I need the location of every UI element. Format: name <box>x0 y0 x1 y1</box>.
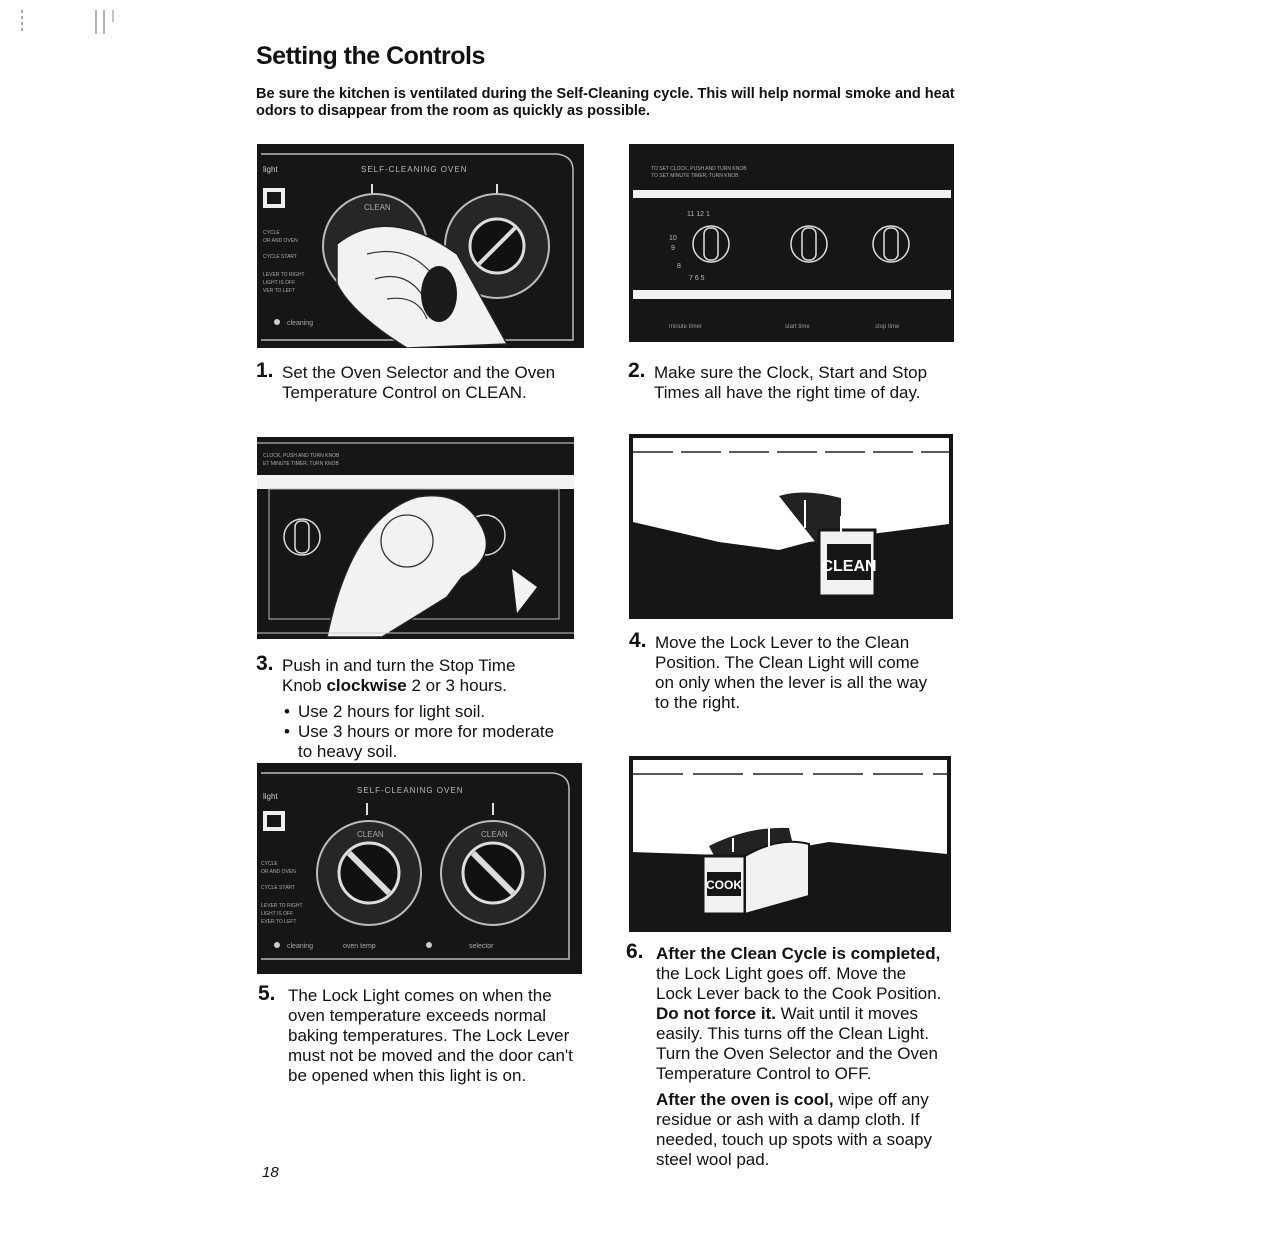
bullet-list <box>284 702 556 762</box>
cleaning-label: cleaning <box>287 320 314 327</box>
svg-text:LEVER TO RIGHT: LEVER TO RIGHT <box>263 272 305 278</box>
step-4 <box>629 629 929 713</box>
svg-text:CLEAN: CLEAN <box>357 830 384 839</box>
step-text: The Lock Light comes on when the oven temperature exceeds normal baking temperatures. The Lock Lever must not be moved and the door can't be opened when this light is on. <box>288 986 573 1085</box>
svg-text:7 6 5: 7 6 5 <box>689 275 705 282</box>
step-text: Move the Lock Lever to the Clean Position. The Clean Light will come on only when the lever is all the way to the right. <box>655 633 928 712</box>
svg-text:CLEAN: CLEAN <box>481 830 508 839</box>
svg-text:EVER TO LEFT: EVER TO LEFT <box>261 919 297 925</box>
svg-text:selector: selector <box>469 943 494 950</box>
svg-text:stop time: stop time <box>875 324 900 330</box>
light-label: light <box>263 165 278 174</box>
svg-text:CYCLE START: CYCLE START <box>263 254 297 260</box>
svg-text:cleaning: cleaning <box>287 943 314 950</box>
step-text: After the Clean Cycle is completed, the Lock Light goes off. Move the Lock Lever back to the Cook Position. Do not force it. Wait until it moves easily. This turns off the Clean Light. Turn the Oven Selector and the Oven Temperature Control to OFF. <box>656 944 942 1083</box>
emphasis: clockwise <box>326 676 407 695</box>
list-item: • Use 2 hours for light soil. <box>284 702 556 722</box>
svg-text:8: 8 <box>677 263 681 270</box>
svg-text:start time: start time <box>785 324 810 330</box>
svg-text:OR AND OVEN: OR AND OVEN <box>261 869 296 875</box>
svg-text:CYCLE: CYCLE <box>261 861 278 867</box>
lock-light-illustration <box>257 763 582 974</box>
clock-controls-illustration <box>629 144 954 342</box>
step-1 <box>256 359 556 403</box>
svg-text:TO SET CLOCK, PUSH AND TURN KN: TO SET CLOCK, PUSH AND TURN KNOB <box>651 166 747 172</box>
list-item: • Use 3 hours or more for moderate to heavy soil. <box>284 722 556 762</box>
clean-lever-label: CLEAN <box>821 558 877 575</box>
svg-text:minute timer: minute timer <box>669 324 703 330</box>
svg-text:LIGHT IS OFF: LIGHT IS OFF <box>263 280 296 286</box>
step-text: Push in and turn the Stop Time Knob clockwise 2 or 3 hours. <box>282 656 516 695</box>
step-number: 1. <box>256 359 274 382</box>
step-number: 5. <box>258 982 276 1005</box>
svg-text:SELF-CLEANING OVEN: SELF-CLEANING OVEN <box>357 786 464 795</box>
svg-text:TO SET MINUTE TIMER, TURN KNOB: TO SET MINUTE TIMER, TURN KNOB <box>651 173 739 179</box>
svg-text:light: light <box>263 792 278 801</box>
svg-text:CYCLE START: CYCLE START <box>261 885 295 891</box>
selfclean-label: SELF-CLEANING OVEN <box>361 165 468 174</box>
step-number: 4. <box>629 629 647 652</box>
svg-text:CLOCK, PUSH AND TURN KNOB: CLOCK, PUSH AND TURN KNOB <box>263 453 340 459</box>
svg-text:9: 9 <box>671 245 675 252</box>
step-5 <box>258 982 583 1086</box>
step-number: 6. <box>626 940 644 963</box>
svg-text:LIGHT IS OFF: LIGHT IS OFF <box>261 911 294 917</box>
clean-lever-illustration <box>629 434 953 619</box>
step-6 <box>626 940 946 1170</box>
svg-text:10: 10 <box>669 235 677 242</box>
cook-lever-illustration <box>629 756 951 932</box>
svg-text:LEVER TO RIGHT: LEVER TO RIGHT <box>261 903 303 909</box>
svg-text:11 12 1: 11 12 1 <box>687 211 710 218</box>
step-text: Make sure the Clock, Start and Stop Times all have the right time of day. <box>654 363 928 402</box>
svg-text:VER TO LEFT: VER TO LEFT <box>263 288 296 294</box>
svg-text:CYCLE: CYCLE <box>263 230 280 236</box>
page-number: 18 <box>262 1164 279 1181</box>
scan-marks <box>18 8 128 36</box>
svg-text:OR AND OVEN: OR AND OVEN <box>263 238 298 244</box>
step-text-after-cool: After the oven is cool, wipe off any residue or ash with a damp cloth. If needed, touch up spots with a soapy steel wool pad. <box>656 1090 932 1169</box>
stop-time-knob-illustration <box>257 437 574 639</box>
step-number: 2. <box>628 359 646 382</box>
step-2 <box>628 359 948 403</box>
intro-warning: Be sure the kitchen is ventilated during the Self-Cleaning cycle. This will help normal smoke and heat odors to disappear from the room as quickly as possible. <box>256 86 955 119</box>
oven-selector-illustration <box>257 144 584 348</box>
svg-text:oven temp: oven temp <box>343 943 376 950</box>
step-text: Set the Oven Selector and the Oven Temperature Control on CLEAN. <box>282 363 556 402</box>
svg-text:ET MINUTE TIMER, TURN KNOB: ET MINUTE TIMER, TURN KNOB <box>263 461 339 467</box>
step-number: 3. <box>256 652 274 675</box>
clean-label: CLEAN <box>364 203 391 212</box>
page-title: Setting the Controls <box>256 42 485 70</box>
step-3 <box>256 652 556 762</box>
cook-lever-label: COOK <box>706 878 742 892</box>
